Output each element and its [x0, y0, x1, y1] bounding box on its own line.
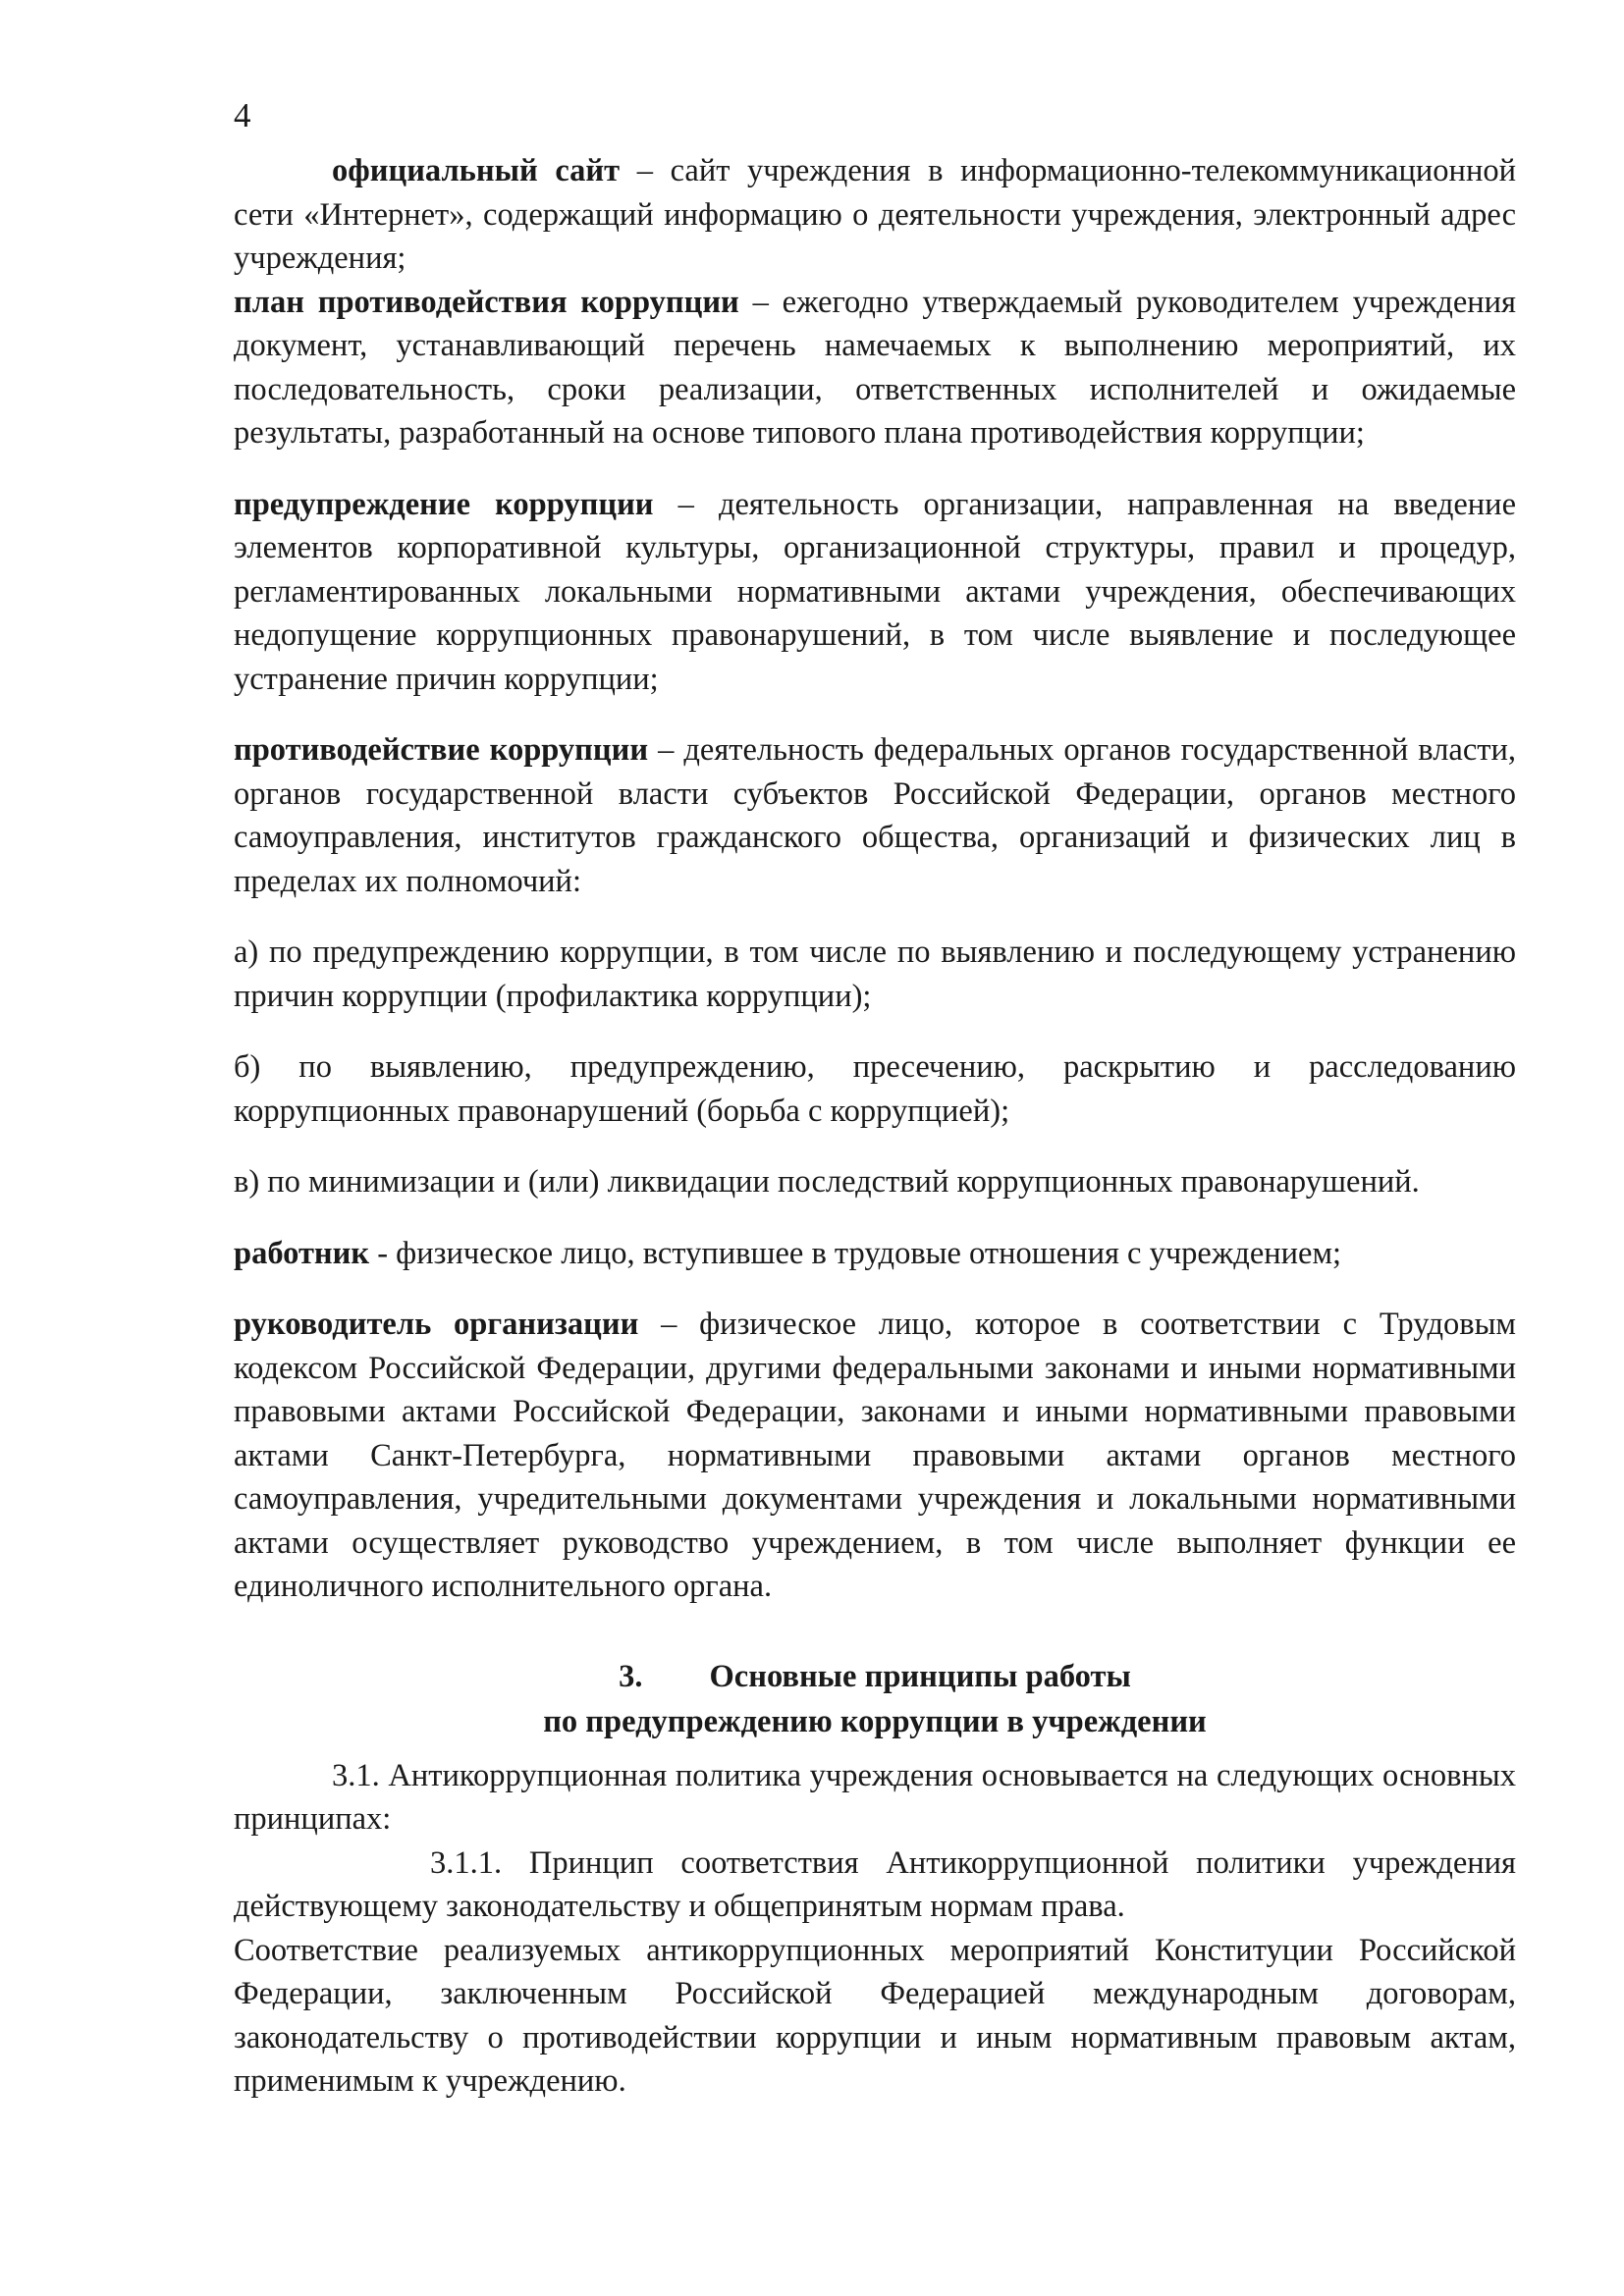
- paragraph-3-1: 3.1. Антикоррупционная политика учреждения основывается на следующих основных принципах:: [234, 1757, 1516, 1837]
- section-3-title-line1: Основные принципы работы: [709, 1658, 1131, 1694]
- paragraph-3-1-1-text: Принцип соответствия Антикоррупционной политики учреждения действующему законодательству и общепринятым нормам права.: [234, 1844, 1516, 1924]
- definition-anticorruption-text: – деятельность федеральных органов государственной власти, органов государственной власти субъектов Российской Федерации, органов местного самоуправления, институтов гражданского общества, организаций и физических лиц в пределах их полномочий:: [234, 732, 1516, 899]
- paragraph-3-1-1: [234, 1842, 1516, 1929]
- term-employee: работник: [234, 1235, 370, 1271]
- definition-official-site-text: – сайт учреждения в информационно-телекоммуникационной сети «Интернет», содержащий информацию о деятельности учреждения, электронный адрес учреждения;: [234, 153, 1516, 276]
- section-3-heading: [234, 1654, 1516, 1744]
- term-anticorruption: противодействие коррупции: [234, 732, 649, 768]
- definition-anticorruption-plan-text: – ежегодно утверждаемый руководителем учреждения документ, устанавливающий перечень намечаемых к выполнению мероприятий, их последовательность, сроки реализации, ответственных исполнителей и ожидаемые результаты, разработанный на основе типового плана противодействия коррупции;: [234, 284, 1516, 451]
- definition-head-of-organization-text: – физическое лицо, которое в соответствии с Трудовым кодексом Российской Федерации, другими федеральными законами и иными нормативными правовыми актами Российской Федерации, законами и иными нормативными правовыми актами Санкт-Петербурга, нормативными правовыми актами органов местного самоуправления, учредительными документами учреждения и локальными нормативными актами осуществляет руководство учреждением, в том числе выполняет функции ее единоличного исполнительного органа.: [234, 1307, 1516, 1604]
- definition-head-of-organization: [234, 1303, 1516, 1609]
- definition-employee: [234, 1232, 1516, 1276]
- term-official-site: официальный сайт: [332, 153, 621, 188]
- list-item-b: б) по выявлению, предупреждению, пресечению, раскрытию и расследованию коррупционных правонарушений (борьба с коррупцией);: [234, 1049, 1516, 1129]
- definition-corruption-prevention-text: – деятельность организации, направленная на введение элементов корпоративной культуры, организационной структуры, правил и процедур, регламентированных локальными нормативными актами учреждения, обеспечивающих недопущение коррупционных правонарушений, в том числе выявление и последующее устранение причин коррупции;: [234, 486, 1516, 697]
- definition-anticorruption-plan: [234, 281, 1516, 455]
- document-body: [234, 149, 1516, 2104]
- page-number: 4: [234, 96, 251, 134]
- list-item-a: а) по предупреждению коррупции, в том числе по выявлению и последующему устранению причин коррупции (профилактика коррупции);: [234, 934, 1516, 1014]
- section-3-number: 3.: [619, 1658, 643, 1694]
- section-3-heading-line1: [234, 1654, 1516, 1699]
- term-anticorruption-plan: план противодействия коррупции: [234, 284, 739, 320]
- term-head-of-organization: руководитель организации: [234, 1307, 639, 1342]
- list-item-c: в) по минимизации и (или) ликвидации последствий коррупционных правонарушений.: [234, 1164, 1420, 1200]
- term-corruption-prevention: предупреждение коррупции: [234, 486, 654, 522]
- definition-employee-text: - физическое лицо, вступившее в трудовые отношения с учреждением;: [369, 1235, 1342, 1271]
- definition-anticorruption: [234, 728, 1516, 903]
- paragraph-conformity: Соответствие реализуемых антикоррупционных мероприятий Конституции Российской Федерации, заключенным Российской Федерацией международным договорам, законодательству о противодействии коррупции и иным нормативным правовым актам, применимым к учреждению.: [234, 1932, 1516, 2099]
- section-3-title-line2: по предупреждению коррупции в учреждении: [543, 1703, 1207, 1739]
- definition-corruption-prevention: [234, 483, 1516, 702]
- definition-official-site: [234, 149, 1516, 281]
- paragraph-3-1-1-number: 3.1.1.: [430, 1844, 503, 1881]
